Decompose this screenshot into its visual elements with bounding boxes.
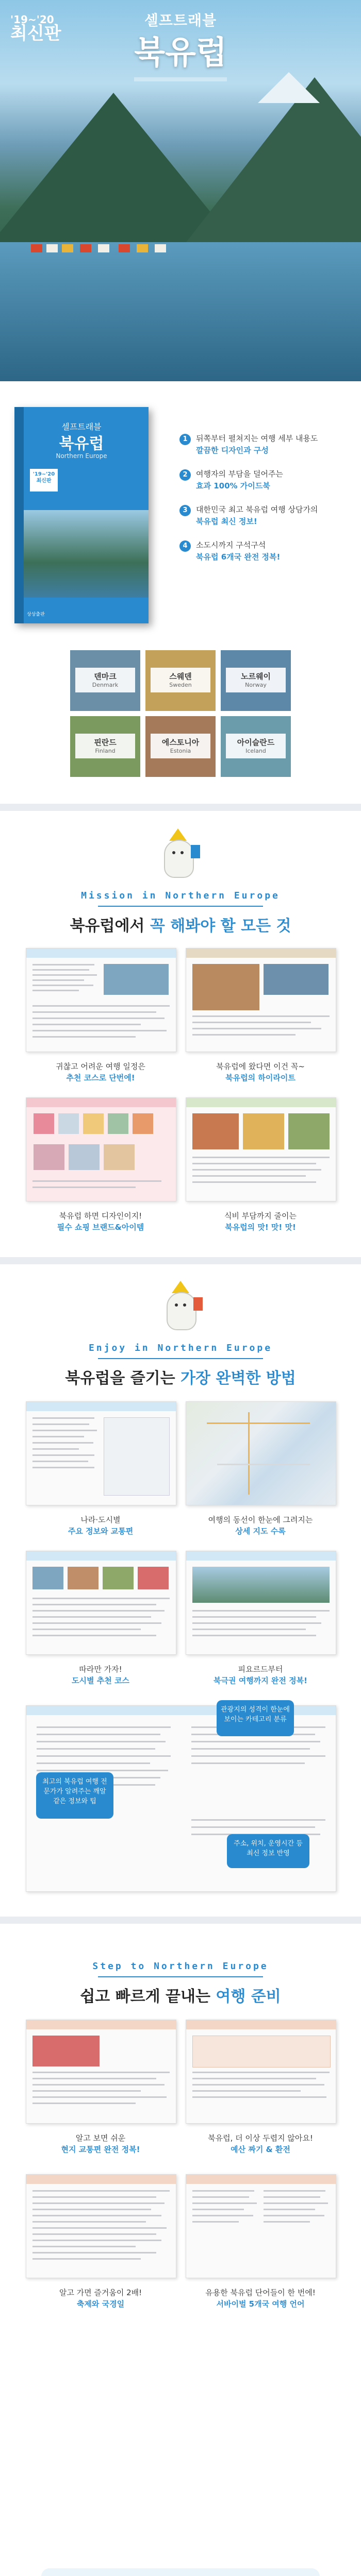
section-title-text: 북유럽을 즐기는 [65, 1369, 180, 1387]
mascot-illustration [157, 1277, 204, 1333]
callout-bubble: 최고의 북유럽 여행 전문가가 알려주는 깨알 같은 정보와 팁 [36, 1772, 113, 1819]
caption-line: 북유럽, 더 이상 두렵지 않아요! [208, 2133, 313, 2143]
village-houses [31, 216, 175, 252]
feature-highlight: 북유럽 최신 정보! [196, 516, 257, 526]
caption-line: 유용한 북유럽 단어들이 한 번에! [205, 2288, 316, 2297]
country-name: 덴마크 [94, 672, 117, 681]
feature-caption [186, 2133, 335, 2156]
caption-highlight: 북유럽의 하이라이트 [225, 1073, 296, 1082]
feature-caption [186, 1515, 335, 1537]
section-divider [0, 1917, 361, 1924]
country-tile-sweden [145, 650, 216, 711]
feature-caption [26, 1061, 175, 1084]
section-rule [98, 906, 263, 907]
sample-page [26, 948, 176, 1052]
country-tile-iceland [221, 716, 291, 777]
country-tile-estonia [145, 716, 216, 777]
feature-caption [186, 2287, 335, 2310]
country-name: 에스토니아 [161, 738, 200, 747]
mascot-illustration [155, 824, 201, 881]
country-name-en: Denmark [92, 682, 119, 688]
fjord-water [0, 242, 361, 381]
sample-map-page [186, 1401, 336, 1505]
caption-highlight: 서바이벌 5개국 여행 언어 [216, 2299, 305, 2309]
country-name: 스웨덴 [169, 672, 192, 681]
callout-bubble: 주소, 위치, 운영시간 등 최신 정보 반영 [227, 1834, 309, 1868]
book-badge: '19~'20 최신판 [30, 469, 58, 492]
sample-page [26, 2174, 176, 2278]
hero-brand: 셀프트래블 [144, 12, 217, 29]
section-eyebrow: Mission in Northern Europe [81, 890, 280, 901]
feature-caption [26, 1664, 175, 1687]
feature-caption [26, 2133, 175, 2156]
sample-page [186, 1551, 336, 1655]
book-cover-photo [24, 510, 149, 598]
callout-bubble: 관광지의 성격이 한눈에 보이는 카테고리 분류 [217, 1700, 294, 1736]
feature-caption [26, 1515, 175, 1537]
feature-caption [26, 2287, 175, 2310]
sample-page [186, 948, 336, 1052]
country-name: 아이슬란드 [237, 738, 275, 747]
caption-line: 따라만 가자! [79, 1665, 122, 1674]
feature-highlight: 북유럽 6개국 완전 정복! [196, 552, 281, 562]
section-divider [0, 1257, 361, 1264]
feature-item [179, 539, 350, 563]
section-eyebrow: Step to Northern Europe [92, 1961, 269, 1972]
feature-number: 1 [179, 434, 191, 445]
book-cover [14, 407, 149, 623]
caption-line: 나라·도시별 [80, 1515, 121, 1524]
book-brand: 셀프트래블 [61, 422, 102, 432]
section-title [0, 1365, 361, 1388]
country-name-en: Finland [95, 748, 116, 754]
sample-page [186, 2020, 336, 2124]
caption-highlight: 현지 교통편 완전 정복! [61, 2144, 140, 2154]
mountain-shape [170, 77, 361, 263]
section-rule [98, 1976, 263, 1977]
caption-highlight: 도시별 추천 코스 [72, 1675, 129, 1685]
caption-line: 귀찮고 어려운 여행 일정은 [56, 1062, 145, 1071]
caption-highlight: 북유럽의 맛! 맛! 맛! [225, 1222, 296, 1232]
feature-item [179, 504, 350, 527]
hero-title: 북유럽 [134, 33, 227, 71]
caption-highlight: 추천 코스로 단번에! [66, 1073, 135, 1082]
country-tile-denmark [70, 650, 140, 711]
edition-label: 최신판 [10, 23, 61, 44]
country-name-en: Norway [245, 682, 267, 688]
edition-year: '19~'20 [10, 13, 54, 26]
country-name-en: Sweden [169, 682, 192, 688]
section-title-text: 북유럽에서 [70, 917, 150, 935]
caption-highlight: 필수 쇼핑 브랜드&아이템 [57, 1222, 144, 1232]
country-name: 노르웨이 [241, 672, 271, 681]
feature-item [179, 433, 350, 456]
feature-number: 3 [179, 505, 191, 516]
hero-subtitle-bar [134, 77, 227, 81]
country-tile-finland [70, 716, 140, 777]
feature-list [179, 433, 350, 575]
feature-text: 뒤쪽부터 펼쳐지는 여행 세부 내용도 [196, 434, 318, 443]
caption-line: 알고 가면 즐거움이 2배! [59, 2288, 142, 2297]
caption-line: 피요르드부터 [238, 1665, 283, 1674]
book-publisher: 상상출판 [27, 612, 45, 617]
snow-peak [258, 72, 320, 103]
sample-page [26, 2020, 176, 2124]
feature-text: 소도시까지 구석구석 [196, 540, 266, 550]
caption-line: 식비 부담까지 줄이는 [224, 1211, 297, 1221]
caption-highlight: 주요 정보와 교통편 [68, 1526, 134, 1536]
section-title-highlight: 가장 완벽한 방법 [180, 1369, 296, 1387]
section-title [0, 1984, 361, 2006]
sample-page [186, 1097, 336, 1201]
section-divider [0, 804, 361, 811]
country-name: 핀란드 [94, 738, 117, 747]
caption-line: 북유럽에 왔다면 이건 꼭~ [216, 1062, 305, 1071]
hero-banner [0, 0, 361, 381]
section-eyebrow: Enjoy in Northern Europe [88, 1343, 273, 1353]
book-subtitle: Northern Europe [56, 452, 107, 460]
country-tile-norway [221, 650, 291, 711]
gift-box [41, 2568, 320, 2576]
section-rule [98, 1358, 263, 1359]
caption-highlight: 예산 짜기 & 환전 [231, 2144, 290, 2154]
caption-highlight: 축제와 국경일 [76, 2299, 125, 2309]
caption-line: 북유럽 하면 디자인이지! [59, 1211, 142, 1221]
country-name-en: Iceland [245, 748, 266, 754]
section-title-text: 쉽고 빠르게 끝내는 [80, 1988, 216, 2006]
feature-caption [186, 1211, 335, 1233]
caption-line: 여행의 동선이 한눈에 그려지는 [208, 1515, 313, 1524]
sample-page [26, 1401, 176, 1505]
feature-item [179, 468, 350, 492]
caption-line: 알고 보면 쉬운 [75, 2133, 126, 2143]
caption-highlight: 상세 지도 수록 [235, 1526, 286, 1536]
feature-number: 2 [179, 469, 191, 481]
caption-highlight: 북극권 여행까지 완전 정복! [214, 1675, 307, 1685]
feature-caption [186, 1664, 335, 1687]
sample-page [186, 2174, 336, 2278]
section-title-highlight: 여행 준비 [216, 1988, 281, 2006]
section-title-highlight: 꼭 해봐야 할 모든 것 [150, 917, 291, 935]
section-title [0, 913, 361, 936]
sample-page [26, 1551, 176, 1655]
feature-caption [26, 1211, 175, 1233]
sample-page [26, 1097, 176, 1201]
feature-highlight: 효과 100% 가이드북 [196, 481, 270, 490]
feature-text: 대한민국 최고 북유럽 여행 상담가의 [196, 505, 318, 514]
book-title: 북유럽 [59, 435, 104, 453]
feature-caption [186, 1061, 335, 1084]
feature-number: 4 [179, 540, 191, 552]
feature-text: 여행자의 부담을 덜어주는 [196, 469, 283, 479]
country-name-en: Estonia [170, 748, 191, 754]
feature-highlight: 깔끔한 디자인과 구성 [196, 445, 269, 455]
